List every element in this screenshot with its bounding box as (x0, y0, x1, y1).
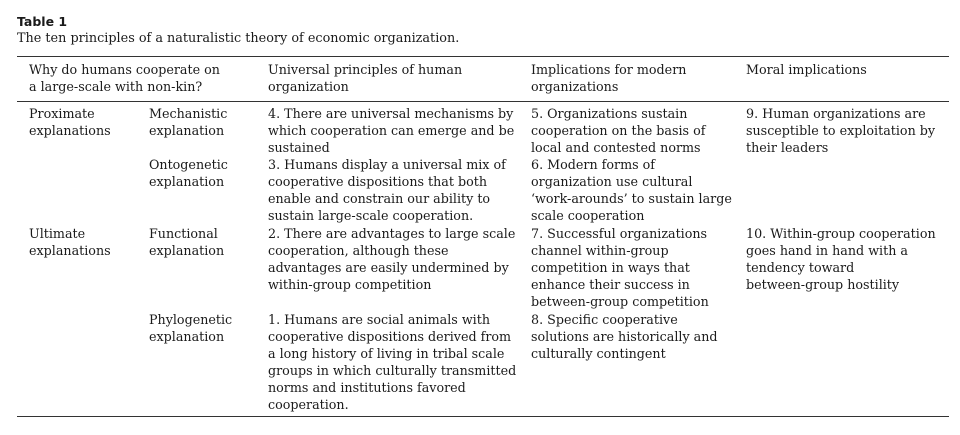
cell-modern-7: 7. Successful organizations channel within-group competition in ways that enhance their success in between-group competition (531, 226, 709, 309)
cell-universal-1: 1. Humans are social animals with cooperative dispositions derived from a long history of living in tribal scale groups in which culturally transmitted norms and institutions favored cooperation. (268, 312, 517, 412)
cell-modern-6: 6. Modern forms of organization use cultural ‘work-arounds’ to sustain large scale cooperation (531, 157, 732, 223)
row-type-functional: Functional explanation (149, 226, 225, 258)
group-proximate: Proximate explanations (29, 106, 111, 138)
cell-universal-2: 2. There are advantages to large scale cooperation, although these advantages are easily undermined by within-group competition (268, 226, 516, 292)
header-moral: Moral implications (746, 62, 867, 77)
row-type-phylogenetic: Phylogenetic explanation (149, 312, 233, 344)
cell-universal-4: 4. There are universal mechanisms by which cooperation can emerge and be sustained (268, 106, 515, 155)
header-rule (17, 101, 949, 102)
cell-modern-8: 8. Specific cooperative solutions are historically and culturally contingent (531, 312, 718, 361)
table-caption: The ten principles of a naturalistic theory of economic organization. (17, 31, 460, 46)
table-label: Table 1 (17, 14, 68, 29)
cell-modern-5: 5. Organizations sustain cooperation on the basis of local and contested norms (531, 106, 706, 155)
header-universal: Universal principles of human organization (268, 62, 463, 94)
bottom-rule (17, 416, 949, 417)
cell-universal-3: 3. Humans display a universal mix of cooperative dispositions that both enable and constrain our ability to sustain large-scale cooperation. (268, 157, 506, 223)
group-ultimate: Ultimate explanations (29, 226, 111, 258)
cell-moral-9: 9. Human organizations are susceptible to exploitation by their leaders (746, 106, 936, 155)
row-type-ontogenetic: Ontogenetic explanation (149, 157, 228, 189)
header-question: Why do humans cooperate on a large-scale with non-kin? (29, 62, 220, 94)
header-modern: Implications for modern organizations (531, 62, 687, 94)
cell-moral-10: 10. Within-group cooperation goes hand in hand with a tendency toward between-group hostility (746, 226, 936, 292)
top-rule (17, 56, 949, 57)
row-type-mechanistic: Mechanistic explanation (149, 106, 228, 138)
